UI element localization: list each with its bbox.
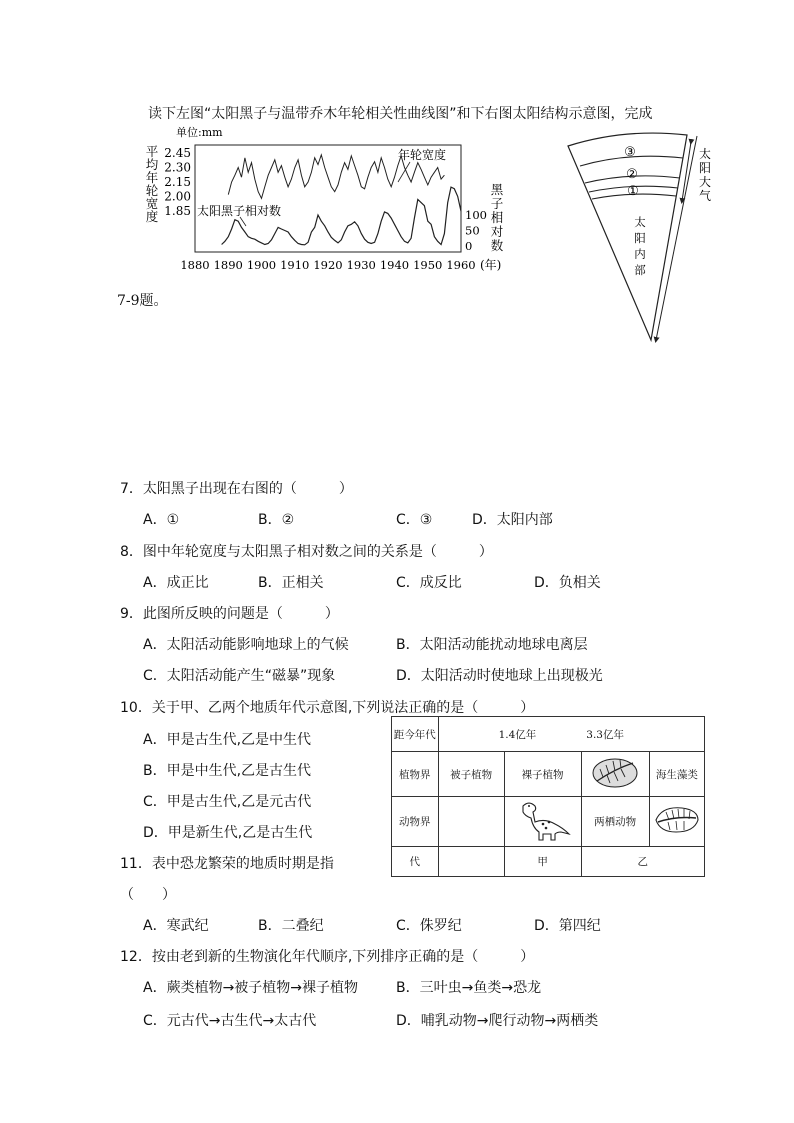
chart-unit-label: 单位:mm — [176, 126, 223, 139]
chart-left-ticks — [164, 146, 191, 218]
right-ylabel-char: 相 — [490, 210, 504, 225]
q11-answer-paren: （ ） — [120, 887, 176, 903]
left-tick-label: 2.30 — [164, 160, 191, 175]
era-yi: 乙 — [581, 847, 704, 877]
sunspot-label-leader — [240, 217, 246, 226]
q12-option-a[interactable]: A．蕨类植物→被子植物→裸子植物 — [143, 980, 359, 996]
chart-x-unit: (年) — [480, 258, 502, 272]
geologic-era-table — [391, 716, 705, 877]
plant-gymnosperms: 裸子植物 — [504, 752, 581, 797]
right-ylabel-char: 对 — [490, 224, 504, 239]
x-tick-label: 1960 — [446, 258, 476, 272]
x-tick-label: 1900 — [246, 258, 277, 272]
layer-2-label: ② — [626, 167, 638, 182]
left-tick-label: 1.85 — [164, 204, 191, 218]
left-ylabel-char: 年 — [145, 170, 159, 185]
q7-option-d[interactable]: D．太阳内部 — [472, 512, 553, 528]
q9-option-c[interactable]: C．太阳活动能产生“磁暴”现象 — [143, 668, 336, 684]
fern-fossil-image — [581, 752, 649, 797]
sunspot-series-label: 太阳黑子相对数 — [197, 204, 282, 218]
right-tick-label: 50 — [465, 223, 480, 238]
sun-structure-diagram — [560, 128, 720, 348]
table-time-cell — [438, 717, 649, 752]
time-mark-1: 1.4亿年 — [498, 728, 537, 741]
dinosaur-image — [504, 797, 581, 847]
q7-option-b[interactable]: B．② — [258, 512, 295, 528]
interior-label-char: 太 — [634, 215, 646, 229]
q8-option-d[interactable]: D．负相关 — [534, 575, 601, 591]
q8-stem: 8．图中年轮宽度与太阳黑子相对数之间的关系是（ ） — [120, 544, 493, 560]
layer-1-label: ① — [627, 184, 639, 199]
q11-option-c[interactable]: C．侏罗纪 — [396, 918, 462, 934]
q7-option-c[interactable]: C．③ — [396, 512, 433, 528]
q9-stem: 9．此图所反映的问题是（ ） — [120, 606, 339, 622]
intro-line-1: 读下左图“太阳黑子与温带乔木年轮相关性曲线图”和下右图太阳结构示意图，完成 — [148, 106, 653, 122]
chart-right-ylabel — [491, 182, 504, 253]
chart-left-ylabel — [146, 144, 159, 224]
interior-label-char: 内 — [634, 247, 646, 261]
era-jia: 甲 — [504, 847, 581, 877]
x-tick-label: 1920 — [313, 258, 343, 272]
left-ylabel-char: 度 — [145, 209, 159, 224]
x-tick-label: 1940 — [379, 258, 410, 272]
x-tick-label: 1890 — [213, 258, 243, 272]
q8-option-b[interactable]: B．正相关 — [258, 575, 324, 591]
atmosphere-label-char: 气 — [698, 189, 712, 203]
q11-stem: 11．表中恐龙繁荣的地质时期是指 — [120, 856, 334, 872]
atmosphere-label-char: 阳 — [698, 161, 712, 175]
right-ylabel-char: 黑 — [490, 182, 504, 197]
x-tick-label: 1910 — [280, 258, 310, 272]
animal-amphibians: 两栖动物 — [581, 797, 649, 847]
plant-angiosperms: 被子植物 — [438, 752, 504, 797]
table-header-label: 距今年代 — [392, 717, 439, 752]
right-ylabel-char: 子 — [490, 196, 504, 211]
q10-option-d[interactable]: D．甲是新生代,乙是古生代 — [143, 825, 313, 841]
right-ylabel-char: 数 — [490, 238, 504, 253]
interior-label-char: 部 — [634, 263, 646, 277]
q12-option-d[interactable]: D．哺乳动物→爬行动物→两栖类 — [396, 1013, 599, 1029]
q11-option-d[interactable]: D．第四纪 — [534, 918, 601, 934]
q7-stem: 7．太阳黑子出现在右图的（ ） — [120, 481, 353, 497]
row-label-animals: 动物界 — [392, 797, 439, 847]
left-tick-label: 2.15 — [164, 175, 191, 189]
q8-option-c[interactable]: C．成反比 — [396, 575, 462, 591]
atmosphere-label-char: 大 — [698, 175, 712, 189]
left-ylabel-char: 平 — [145, 144, 159, 159]
right-tick-label: 100 — [465, 208, 487, 222]
row-label-plants: 植物界 — [392, 752, 439, 797]
x-tick-label: 1930 — [346, 258, 376, 272]
left-ylabel-char: 宽 — [145, 196, 159, 211]
trilobite-image — [649, 797, 704, 847]
x-tick-label: 1880 — [180, 258, 210, 272]
q10-option-b[interactable]: B．甲是中生代,乙是古生代 — [143, 763, 312, 779]
left-tick-label: 2.45 — [164, 146, 191, 160]
left-tick-label: 2.00 — [164, 189, 191, 204]
layer-3-label: ③ — [624, 145, 636, 160]
q11-option-b[interactable]: B．二叠纪 — [258, 918, 324, 934]
interior-label-char: 阳 — [634, 231, 646, 245]
time-mark-2: 3.3亿年 — [586, 728, 624, 741]
sunspot-tree-ring-chart — [140, 122, 515, 274]
q7-option-a[interactable]: A．① — [143, 512, 180, 528]
q11-option-a[interactable]: A．寒武纪 — [143, 918, 209, 934]
q12-option-c[interactable]: C．元古代→古生代→太古代 — [143, 1013, 317, 1029]
q9-option-b[interactable]: B．太阳活动能扰动地球电离层 — [396, 637, 588, 653]
chart-right-ticks — [465, 208, 487, 253]
q10-option-a[interactable]: A．甲是古生代,乙是中生代 — [143, 732, 312, 748]
intro-line-2: 7-9题。 — [117, 293, 168, 309]
q12-option-b[interactable]: B．三叶虫→鱼类→恐龙 — [396, 980, 542, 996]
left-ylabel-char: 轮 — [145, 183, 159, 198]
atmosphere-label-char: 太 — [698, 147, 712, 161]
fern-fossil-icon — [589, 755, 641, 791]
q10-stem: 10．关于甲、乙两个地质年代示意图,下列说法正确的是（ ） — [120, 700, 535, 716]
q8-option-a[interactable]: A．成正比 — [143, 575, 209, 591]
solar-atmosphere-label — [699, 146, 711, 203]
q12-stem: 12．按由老到新的生物演化年代顺序,下列排序正确的是（ ） — [120, 949, 535, 965]
left-ylabel-char: 均 — [145, 157, 159, 172]
q9-option-a[interactable]: A．太阳活动能影响地球上的气候 — [143, 637, 349, 653]
dinosaur-icon — [513, 798, 573, 842]
trilobite-icon — [652, 802, 702, 838]
plant-marine-algae: 海生藻类 — [649, 752, 704, 797]
row-label-era: 代 — [392, 847, 439, 877]
chart-x-ticks — [180, 258, 475, 272]
right-tick-label: 0 — [465, 239, 473, 253]
q9-option-d[interactable]: D．太阳活动时使地球上出现极光 — [396, 668, 603, 684]
tree-ring-series-label: 年轮宽度 — [398, 148, 447, 162]
x-tick-label: 1950 — [413, 258, 443, 272]
q10-option-c[interactable]: C．甲是古生代,乙是元古代 — [143, 794, 312, 810]
